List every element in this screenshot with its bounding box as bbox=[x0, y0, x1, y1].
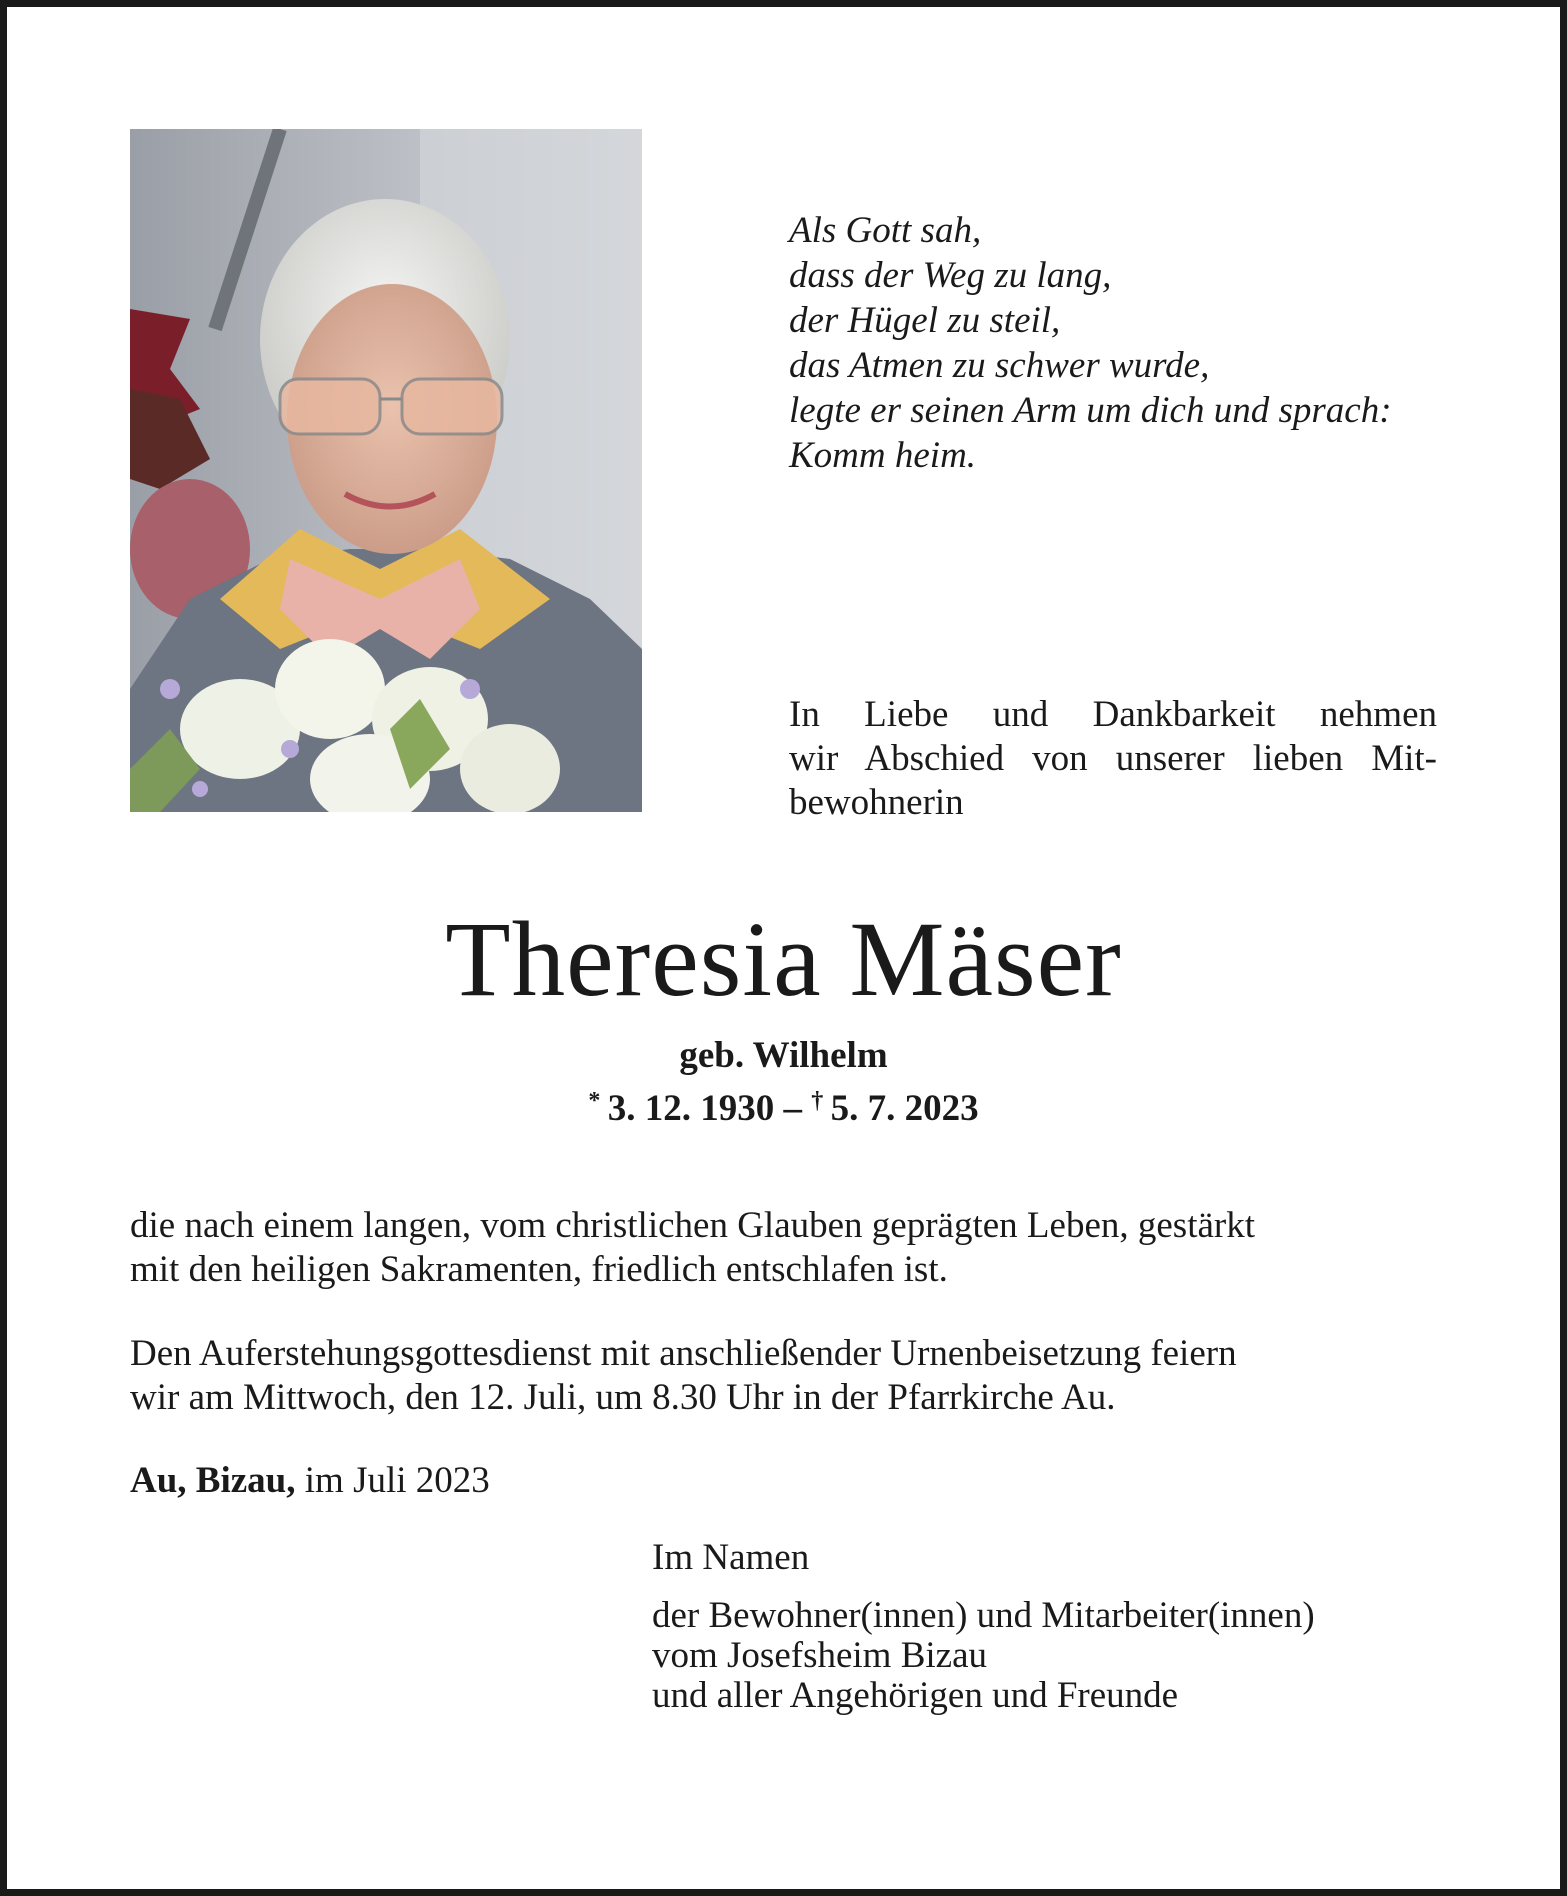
portrait-photo-image bbox=[130, 129, 642, 812]
closing-line: und aller Angehörigen und Freunde bbox=[652, 1675, 1179, 1716]
death-date: 5. 7. 2023 bbox=[830, 1088, 979, 1129]
death-symbol: † bbox=[811, 1088, 824, 1114]
paragraph-death-notice bbox=[130, 1204, 1437, 1292]
paragraph-line: mit den heiligen Sakramenten, friedlich entschlafen ist. bbox=[130, 1249, 948, 1290]
paragraph-line: die nach einem langen, vom christlichen Glauben geprägten Leben, gestärkt bbox=[130, 1205, 1255, 1246]
closing-signature bbox=[652, 1538, 1452, 1716]
intro-line: wir Abschied von unserer lieben Mit- bbox=[789, 738, 1437, 779]
paragraph-line: wir am Mittwoch, den 12. Juli, um 8.30 Uhr in der Pfarrkirche Au. bbox=[130, 1377, 1116, 1418]
poem-line: das Atmen zu schwer wurde, bbox=[789, 345, 1210, 386]
paragraph-line: Den Auferstehungsgottesdienst mit anschließender Urnenbeisetzung feiern bbox=[130, 1333, 1237, 1374]
poem-line: der Hügel zu steil, bbox=[789, 300, 1061, 341]
poem bbox=[789, 208, 1489, 478]
poem-line: legte er seinen Arm um dich und sprach: bbox=[789, 390, 1392, 431]
intro-text bbox=[789, 693, 1437, 825]
place-and-date bbox=[130, 1459, 1437, 1503]
place: Au, Bizau, bbox=[130, 1460, 296, 1501]
poem-line: Komm heim. bbox=[789, 435, 977, 476]
closing-line: Im Namen bbox=[652, 1537, 810, 1578]
birth-date: 3. 12. 1930 bbox=[607, 1088, 775, 1129]
life-dates bbox=[0, 1079, 1567, 1131]
maiden-name: geb. Wilhelm bbox=[679, 1035, 888, 1076]
intro-line: In Liebe und Dankbarkeit nehmen bbox=[789, 694, 1437, 735]
poem-line: dass der Weg zu lang, bbox=[789, 255, 1112, 296]
deceased-name: Theresia Mäser bbox=[445, 901, 1122, 1019]
birth-symbol: * bbox=[588, 1088, 601, 1114]
portrait-photo bbox=[130, 129, 642, 812]
date: im Juli 2023 bbox=[304, 1460, 490, 1501]
paragraph-service-details bbox=[130, 1332, 1437, 1420]
intro-line: bewohnerin bbox=[789, 782, 964, 823]
closing-line: der Bewohner(innen) und Mitarbeiter(innen) bbox=[652, 1595, 1315, 1636]
date-separator: – bbox=[774, 1088, 812, 1129]
poem-line: Als Gott sah, bbox=[789, 210, 982, 251]
closing-line: vom Josefsheim Bizau bbox=[652, 1635, 988, 1676]
